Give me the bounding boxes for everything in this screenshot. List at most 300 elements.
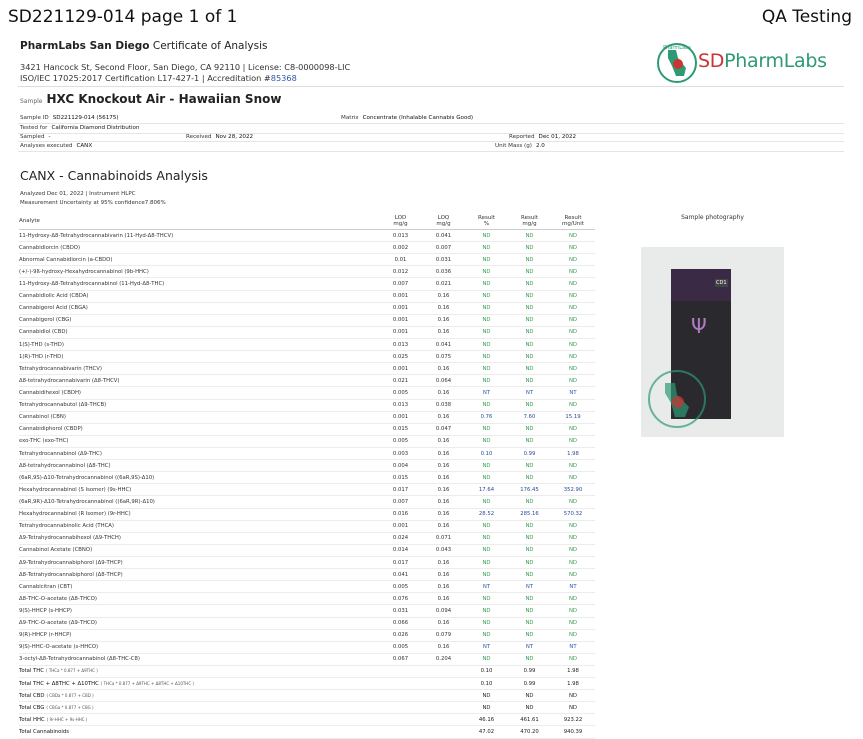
meta-label: Tested for [20,125,48,131]
analyte-cell: Cannabidihexol (CBDH) [19,387,379,399]
result-mgg-cell: ND [508,399,551,411]
analyte-cell: Abnormal Cannabidiorcin (a-CBDO) [19,254,379,266]
loq-cell: 0.16 [422,496,465,508]
meta-value: Dec 01, 2022 [538,134,577,140]
empty-cell [422,678,465,690]
sample-name: HXC Knockout Air - Hawaiian Snow [46,92,282,106]
meta-value: - [48,134,51,140]
loq-cell: 0.071 [422,532,465,544]
meta-label: Reported [509,134,535,140]
result-mgg-cell: ND [508,278,551,290]
meta-sampled [20,134,51,140]
total-label-cell [19,690,379,702]
accreditation-text: ISO/IEC 17025:2017 Certification L17-427-1 | Accreditation # [20,73,271,83]
lod-cell: 0.066 [379,617,422,629]
loq-cell: 0.075 [422,351,465,363]
analyte-cell: Δ9-Tetrahydrocannabihexol (Δ9-THCH) [19,532,379,544]
loq-cell: 0.16 [422,460,465,472]
analyte-cell: (+/-)-9ß-hydroxy-Hexahydrocannabinol (9b-HHC) [19,266,379,278]
lod-cell: 0.001 [379,520,422,532]
total-mgg-cell: ND [508,690,551,702]
analyte-cell: Cannabidiorcin (CBDO) [19,242,379,254]
result-mgu-cell: ND [551,363,595,375]
col-loq [422,212,465,230]
empty-cell [379,714,422,726]
result-mgg-cell: ND [508,290,551,302]
analyte-cell: Cannabinol Acetate (CBNO) [19,544,379,556]
table-row [19,605,595,617]
result-mgg-cell: ND [508,569,551,581]
table-row [19,338,595,350]
document-type: Certificate of Analysis [152,40,268,52]
empty-cell [422,702,465,714]
sample-photo [641,247,784,437]
total-label-cell [19,726,379,738]
result-pct-cell: ND [465,351,508,363]
table-row [19,629,595,641]
empty-cell [379,690,422,702]
lod-cell: 0.017 [379,556,422,568]
result-pct-cell: ND [465,569,508,581]
analyte-cell: Δ9-THC-O-acetate (Δ9-THCO) [19,617,379,629]
col-lod-unit: mg/g [393,220,408,227]
lod-cell: 0.031 [379,605,422,617]
result-mgu-cell: ND [551,472,595,484]
total-mgu-cell: ND [551,690,595,702]
result-mgu-cell: NT [551,387,595,399]
col-lod-label: LOD [394,214,407,221]
empty-cell [422,665,465,677]
col-mgg-label: Result [521,214,538,221]
total-formula: ( THCa * 0.877 + Δ9THC + Δ8THC + Δ10THC ) [100,680,194,686]
result-mgu-cell: ND [551,460,595,472]
analyte-cell: 9(S)-HHC-O-acetate (s-HHCO) [19,641,379,653]
meta-value: Concentrate (Inhalable Cannabis Good) [362,115,474,121]
lod-cell: 0.005 [379,435,422,447]
result-pct-cell: ND [465,460,508,472]
result-mgg-cell: ND [508,532,551,544]
lod-cell: 0.005 [379,641,422,653]
lod-cell: 0.012 [379,266,422,278]
result-mgu-cell: 352.90 [551,484,595,496]
table-row [19,254,595,266]
lod-cell: 0.001 [379,363,422,375]
result-pct-cell: ND [465,629,508,641]
result-pct-cell: ND [465,544,508,556]
result-mgg-cell: 7.60 [508,411,551,423]
result-pct-cell: ND [465,254,508,266]
table-row [19,351,595,363]
table-row [19,544,595,556]
result-mgg-cell: ND [508,617,551,629]
loq-cell: 0.036 [422,266,465,278]
result-mgg-cell: NT [508,387,551,399]
lod-cell: 0.026 [379,629,422,641]
result-mgu-cell: ND [551,569,595,581]
meta-divider [18,141,844,142]
result-mgu-cell: ND [551,605,595,617]
result-pct-cell: ND [465,496,508,508]
total-label: Total CBG [19,704,45,711]
lab-heading [20,40,267,52]
result-mgg-cell: NT [508,581,551,593]
total-label: Total THC + Δ8THC + Δ10THC [19,680,99,687]
loq-cell: 0.16 [422,593,465,605]
total-row [19,690,595,702]
table-row [19,569,595,581]
total-label-cell [19,714,379,726]
lod-cell: 0.025 [379,351,422,363]
total-pct-cell: 47.02 [465,726,508,738]
result-pct-cell: ND [465,520,508,532]
result-mgg-cell: ND [508,266,551,278]
table-row [19,399,595,411]
result-mgu-cell: ND [551,629,595,641]
loq-cell: 0.047 [422,423,465,435]
table-row [19,314,595,326]
result-pct-cell: ND [465,242,508,254]
total-mgg-cell: 0.99 [508,665,551,677]
analyte-cell: Δ8-tetrahydrocannabivarin (Δ8-THCV) [19,375,379,387]
loq-cell: 0.16 [422,387,465,399]
lod-cell: 0.016 [379,508,422,520]
lod-cell: 0.001 [379,314,422,326]
result-mgg-cell: ND [508,496,551,508]
lod-cell: 0.024 [379,532,422,544]
result-mgu-cell: 15.19 [551,411,595,423]
lod-cell: 0.067 [379,653,422,665]
table-row [19,326,595,338]
total-row [19,726,595,738]
table-row [19,266,595,278]
loq-cell: 0.16 [422,520,465,532]
meta-unit-mass [495,143,545,149]
loq-cell: 0.16 [422,581,465,593]
total-mgu-cell: 1.98 [551,678,595,690]
total-mgu-cell: 940.39 [551,726,595,738]
result-mgu-cell: ND [551,532,595,544]
logo-badge-text: PharmLabs [663,45,691,51]
table-row [19,302,595,314]
result-mgu-cell: ND [551,399,595,411]
table-row [19,593,595,605]
col-result-mgg [508,212,551,230]
result-mgg-cell: ND [508,242,551,254]
result-mgu-cell: ND [551,302,595,314]
meta-analyses [20,143,92,149]
analyte-cell: 11-Hydroxy-Δ8-Tetrahydrocannabivarin (11-Hyd-Δ8-THCV) [19,230,379,242]
meta-matrix [341,115,473,121]
header-divider [18,86,844,87]
empty-cell [379,726,422,738]
result-pct-cell: ND [465,605,508,617]
result-mgg-cell: ND [508,423,551,435]
meta-value: Nov 28, 2022 [215,134,254,140]
analyte-cell: Hexahydrocannabinol (S Isomer) (9s-HHC) [19,484,379,496]
analyte-cell: Cannabidiphorol (CBDP) [19,423,379,435]
result-pct-cell: ND [465,302,508,314]
analyzed-line: Analyzed Dec 01, 2022 | Instrument HLPC [20,191,136,197]
result-pct-cell: ND [465,266,508,278]
loq-cell: 0.16 [422,411,465,423]
result-mgu-cell: 570.32 [551,508,595,520]
table-row [19,556,595,568]
meta-label: Received [186,134,212,140]
logo-sd: SD [698,50,725,72]
analyte-cell: Cannabidiolic Acid (CBDA) [19,290,379,302]
loq-cell: 0.031 [422,254,465,266]
photo-header: Sample photography [681,214,744,221]
meta-label: Sample ID [20,115,49,121]
result-mgu-cell: ND [551,242,595,254]
logo-pharmlabs: PharmLabs [724,50,827,72]
result-pct-cell: NT [465,581,508,593]
meta-divider [18,123,844,124]
result-mgg-cell: ND [508,230,551,242]
result-mgg-cell: ND [508,302,551,314]
meta-tested-for [20,125,140,131]
result-pct-cell: ND [465,326,508,338]
total-label-cell [19,702,379,714]
result-mgg-cell: ND [508,326,551,338]
result-mgg-cell: ND [508,351,551,363]
analyte-cell: Cannabidiol (CBD) [19,326,379,338]
total-mgg-cell: 0.99 [508,678,551,690]
result-pct-cell: ND [465,472,508,484]
lod-cell: 0.001 [379,326,422,338]
result-mgg-cell: ND [508,363,551,375]
result-mgu-cell: ND [551,544,595,556]
total-row [19,678,595,690]
loq-cell: 0.16 [422,290,465,302]
meta-value: CANX [76,143,93,149]
total-pct-cell: ND [465,702,508,714]
meta-value: California Diamond Distribution [51,125,140,131]
loq-cell: 0.16 [422,314,465,326]
result-pct-cell: 0.76 [465,411,508,423]
total-row [19,665,595,677]
analyte-cell: (6aR,9R)-Δ10-Tetrahydrocannabinol ((6aR,9R)-Δ10) [19,496,379,508]
result-mgu-cell: ND [551,314,595,326]
total-formula: ( CBDa * 0.877 + CBD ) [46,692,94,698]
result-pct-cell: ND [465,532,508,544]
result-pct-cell: ND [465,423,508,435]
loq-cell: 0.16 [422,556,465,568]
qa-testing-title: QA Testing [761,7,852,27]
loq-cell: 0.041 [422,338,465,350]
result-pct-cell: ND [465,617,508,629]
col-lod [379,212,422,230]
result-pct-cell: ND [465,435,508,447]
meta-label: Analyses executed [20,143,73,149]
lab-address: 3421 Hancock St, Second Floor, San Diego, CA 92110 | License: C8-0000098-LIC [20,62,351,72]
table-row [19,230,595,242]
total-label: Total HHC [19,716,45,723]
table-row [19,508,595,520]
analyte-cell: Tetrahydrocannabinol (Δ9-THC) [19,447,379,459]
sample-heading [20,92,281,106]
analyte-cell: Tetrahydrocannabivarin (THCV) [19,363,379,375]
analyte-cell: Δ8-tetrahydrocannabinol (Δ8-THC) [19,460,379,472]
result-mgg-cell: ND [508,460,551,472]
analyte-cell: Δ8-Tetrahydrocannabiphorol (Δ8-THCP) [19,569,379,581]
result-pct-cell: ND [465,593,508,605]
table-row [19,411,595,423]
col-result-pct [465,212,508,230]
document-title: SD221129-014 page 1 of 1 [8,7,238,27]
table-row [19,532,595,544]
result-mgu-cell: ND [551,617,595,629]
lod-cell: 0.015 [379,423,422,435]
lod-cell: 0.076 [379,593,422,605]
table-row [19,435,595,447]
analyte-cell: exo-THC (exo-THC) [19,435,379,447]
table-row [19,617,595,629]
total-mgg-cell: ND [508,702,551,714]
loq-cell: 0.16 [422,326,465,338]
result-mgu-cell: NT [551,581,595,593]
result-pct-cell: ND [465,399,508,411]
result-mgu-cell: ND [551,375,595,387]
loq-cell: 0.204 [422,653,465,665]
total-pct-cell: 0.10 [465,665,508,677]
empty-cell [422,714,465,726]
analyte-cell: 9(R)-HHCP (r-HHCP) [19,629,379,641]
loq-cell: 0.16 [422,435,465,447]
analyte-cell: Δ9-Tetrahydrocannabiphorol (Δ9-THCP) [19,556,379,568]
analyte-cell: Cannabigerol Acid (CBGA) [19,302,379,314]
meta-label: Sampled [20,134,45,140]
logo-wordmark [698,50,827,72]
table-row [19,520,595,532]
col-loq-unit: mg/g [436,220,451,227]
lod-cell: 0.013 [379,338,422,350]
result-mgu-cell: 1.98 [551,447,595,459]
cannabinoids-table [19,212,595,739]
lod-cell: 0.001 [379,411,422,423]
result-pct-cell: 17.64 [465,484,508,496]
result-mgu-cell: ND [551,278,595,290]
loq-cell: 0.16 [422,617,465,629]
meta-label: Matrix [341,115,359,121]
result-mgu-cell: ND [551,423,595,435]
result-pct-cell: ND [465,278,508,290]
analyte-cell: 9(S)-HHCP (s-HHCP) [19,605,379,617]
analyte-cell: Hexahydrocannabinol (R Isomer) (9r-HHC) [19,508,379,520]
analyte-cell: Cannabicitran (CBT) [19,581,379,593]
lod-cell: 0.005 [379,581,422,593]
result-pct-cell: ND [465,363,508,375]
lod-cell: 0.003 [379,447,422,459]
meta-reported [509,134,576,140]
total-pct-cell: 0.10 [465,678,508,690]
lod-cell: 0.001 [379,290,422,302]
loq-cell: 0.16 [422,472,465,484]
result-mgu-cell: ND [551,351,595,363]
col-mgu-label: Result [564,214,582,221]
total-label: Total THC [19,668,44,675]
result-mgu-cell: ND [551,290,595,302]
analyte-cell: Tetrahydrocannabutol (Δ9-THCB) [19,399,379,411]
table-row [19,472,595,484]
col-mgu-unit: mg/Unit [562,220,584,227]
table-row [19,496,595,508]
total-mgu-cell: 1.98 [551,665,595,677]
total-mgg-cell: 461.61 [508,714,551,726]
table-row [19,447,595,459]
loq-cell: 0.064 [422,375,465,387]
result-mgg-cell: ND [508,556,551,568]
empty-cell [422,690,465,702]
meta-sample-id [20,115,119,121]
meta-received [186,134,253,140]
result-mgu-cell: ND [551,556,595,568]
box-label: CD1 [716,280,727,286]
total-formula: ( 9r-HHC + 9s-HHC ) [46,716,88,722]
table-row [19,375,595,387]
california-map-icon [656,42,698,84]
loq-cell: 0.16 [422,508,465,520]
lab-address-block [20,62,350,84]
table-row [19,641,595,653]
analyte-cell: 3-octyl-Δ8-Tetrahydrocannabinol (Δ8-THC-C8) [19,653,379,665]
result-pct-cell: 0.10 [465,447,508,459]
table-row [19,460,595,472]
col-analyte: Analyte [19,212,379,230]
loq-cell: 0.16 [422,484,465,496]
result-pct-cell: NT [465,641,508,653]
analyte-cell: Cannabigerol (CBG) [19,314,379,326]
total-label: Total Cannabinoids [19,729,69,736]
table-row [19,278,595,290]
loq-cell: 0.16 [422,641,465,653]
table-row [19,363,595,375]
result-mgu-cell: ND [551,326,595,338]
loq-cell: 0.041 [422,230,465,242]
total-row [19,714,595,726]
empty-cell [379,702,422,714]
result-mgg-cell: NT [508,641,551,653]
accreditation-link[interactable]: 85368 [270,73,297,83]
meta-divider [18,133,844,134]
total-label-cell [19,678,379,690]
result-mgu-cell: ND [551,435,595,447]
result-mgu-cell: ND [551,593,595,605]
result-mgg-cell: ND [508,629,551,641]
total-row [19,702,595,714]
result-mgg-cell: ND [508,520,551,532]
loq-cell: 0.16 [422,302,465,314]
lod-cell: 0.007 [379,278,422,290]
analyte-cell: 1(R)-THD (r-THD) [19,351,379,363]
loq-cell: 0.16 [422,569,465,581]
table-row [19,290,595,302]
lod-cell: 0.004 [379,460,422,472]
result-mgu-cell: ND [551,266,595,278]
table-row [19,484,595,496]
total-pct-cell: ND [465,690,508,702]
result-mgu-cell: NT [551,641,595,653]
analyte-cell: Δ8-THC-O-acetate (Δ8-THCO) [19,593,379,605]
meta-value: 2.0 [535,143,545,149]
result-mgg-cell: ND [508,338,551,350]
loq-cell: 0.043 [422,544,465,556]
empty-cell [379,665,422,677]
total-formula: ( THCa * 0.877 + Δ9THC ) [45,668,98,674]
loq-cell: 0.038 [422,399,465,411]
result-mgg-cell: ND [508,472,551,484]
analyte-cell: 1(S)-THD (s-THD) [19,338,379,350]
